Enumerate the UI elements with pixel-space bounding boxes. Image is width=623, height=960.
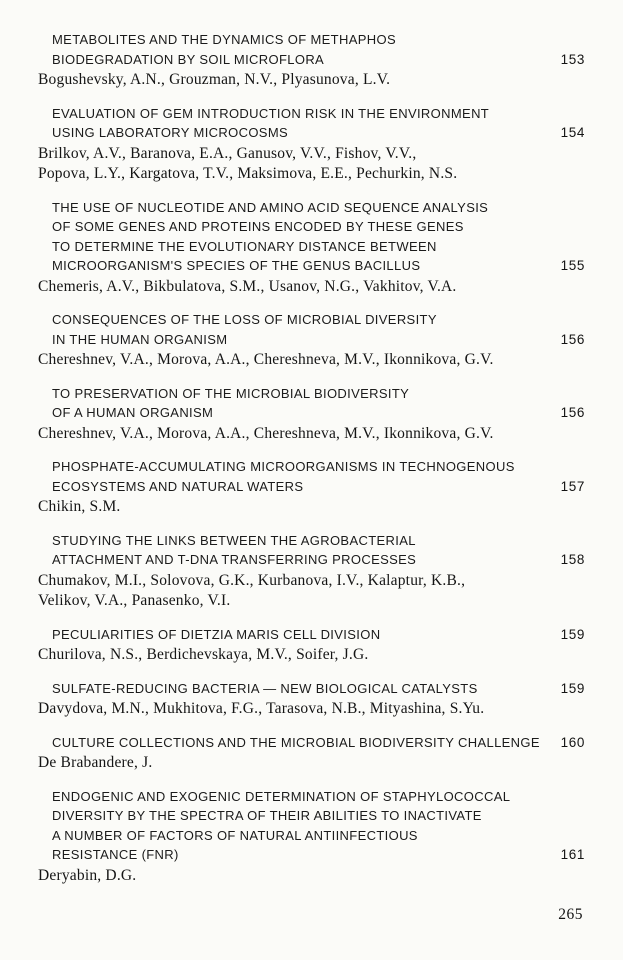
entry-author-line: Popova, L.Y., Kargatova, T.V., Maksimova, E.E., Pechurkin, N.S.: [38, 165, 458, 182]
entry-title-line: [38, 787, 585, 807]
entry-page-reference: 159: [560, 626, 585, 642]
toc-entry: [38, 104, 585, 185]
entry-title-text: EVALUATION OF GEM INTRODUCTION RISK IN THE ENVIRONMENT: [52, 105, 490, 121]
entry-title-text: THE USE OF NUCLEOTIDE AND AMINO ACID SEQUENCE ANALYSIS: [52, 199, 489, 215]
entry-authors: [38, 144, 585, 185]
entry-title-text: PHOSPHATE-ACCUMULATING MICROORGANISMS IN TECHNOGENOUS: [52, 459, 515, 474]
toc-entry: [38, 625, 585, 666]
entry-authors: [38, 497, 585, 518]
toc-entry: [38, 457, 585, 518]
entry-title-text: A NUMBER OF FACTORS OF NATURAL ANTIINFECTIOUS: [52, 827, 418, 843]
entry-title-line: [38, 679, 585, 699]
entry-title-line: [38, 826, 585, 846]
entry-title-line: [38, 625, 585, 645]
entry-title-line: [38, 198, 585, 218]
entry-title-text: USING LABORATORY MICROCOSMS: [52, 125, 289, 140]
entry-page-reference: 155: [560, 258, 585, 273]
entry-title-text: RESISTANCE (FNR): [52, 847, 179, 862]
entry-authors: [38, 571, 585, 612]
entry-title-text: ENDOGENIC AND EXOGENIC DETERMINATION OF STAPHYLOCOCCAL: [52, 788, 511, 804]
entry-title-text: BIODEGRADATION BY SOIL MICROFLORA: [52, 51, 325, 67]
entry-author-line: Chereshnev, V.A., Morova, A.A., Chereshneva, M.V., Ikonnikova, G.V.: [38, 424, 494, 442]
entry-author-line: De Brabandere, J.: [38, 754, 153, 771]
entry-title-line: [38, 550, 585, 570]
entry-page-reference: 159: [560, 680, 585, 696]
entry-page-reference: 160: [560, 734, 585, 750]
entry-page-reference: 156: [560, 405, 585, 420]
entry-title-text: OF SOME GENES AND PROTEINS ENCODED BY THESE GENES: [52, 219, 464, 234]
entry-authors: [38, 753, 585, 774]
entry-author-line: Chemeris, A.V., Bikbulatova, S.M., Usanov, N.G., Vakhitov, V.A.: [38, 277, 457, 295]
entry-authors: [38, 866, 585, 887]
entry-page-reference: 153: [560, 51, 585, 67]
toc-entry: [38, 787, 585, 887]
toc-entry: [38, 384, 585, 445]
entry-title-text: ECOSYSTEMS AND NATURAL WATERS: [52, 478, 304, 494]
entry-title-text: DIVERSITY BY THE SPECTRA OF THEIR ABILITIES TO INACTIVATE: [52, 808, 482, 823]
entry-title-text: STUDYING THE LINKS BETWEEN THE AGROBACTERIAL: [52, 532, 416, 548]
entry-title-text: OF A HUMAN ORGANISM: [52, 405, 214, 420]
entry-page-reference: 161: [560, 847, 585, 862]
toc-entry: [38, 310, 585, 371]
entry-authors: [38, 699, 585, 720]
entry-title-text: MICROORGANISM'S SPECIES OF THE GENUS BACILLUS: [52, 258, 421, 273]
entry-title-line: [38, 733, 585, 753]
entry-authors: [38, 70, 585, 91]
entry-author-line: Brilkov, A.V., Baranova, E.A., Ganusov, V.V., Fishov, V.V.,: [38, 144, 417, 162]
entry-title-line: [38, 237, 585, 257]
entry-title-line: [38, 217, 585, 237]
entry-title-text: SULFATE-REDUCING BACTERIA — NEW BIOLOGICAL CATALYSTS: [52, 680, 478, 696]
entry-title-line: [38, 310, 585, 330]
toc-entry: [38, 198, 585, 298]
entry-author-line: Davydova, M.N., Mukhitova, F.G., Tarasova, N.B., Mityashina, S.Yu.: [38, 700, 485, 717]
entry-title-text: METABOLITES AND THE DYNAMICS OF METHAPHOS: [52, 32, 396, 47]
toc-entry: [38, 679, 585, 720]
entry-title-line: [38, 403, 585, 423]
entry-authors: [38, 277, 585, 298]
entry-title-line: [38, 806, 585, 826]
entry-title-line: [38, 384, 585, 404]
toc-entry: [38, 733, 585, 774]
entry-author-line: Chikin, S.M.: [38, 498, 121, 515]
entry-title-text: TO PRESERVATION OF THE MICROBIAL BIODIVERSITY: [52, 385, 410, 401]
toc-entry: [38, 531, 585, 612]
entry-author-line: Velikov, V.A., Panasenko, V.I.: [38, 592, 231, 609]
page-number: 265: [558, 906, 583, 923]
entry-title-text: CULTURE COLLECTIONS AND THE MICROBIAL BIODIVERSITY CHALLENGE: [52, 734, 540, 750]
entry-title-line: [38, 30, 585, 50]
entry-title-text: CONSEQUENCES OF THE LOSS OF MICROBIAL DIVERSITY: [52, 312, 437, 327]
entry-page-reference: 154: [560, 125, 585, 140]
entry-title-line: [38, 123, 585, 143]
entry-title-line: [38, 50, 585, 70]
entry-page-reference: 158: [560, 552, 585, 567]
entry-author-line: Bogushevsky, A.N., Grouzman, N.V., Plyasunova, L.V.: [38, 71, 391, 88]
entry-title-line: [38, 104, 585, 124]
entry-title-line: [38, 256, 585, 276]
toc-entries-container: [38, 30, 585, 899]
entry-title-text: PECULIARITIES OF DIETZIA MARIS CELL DIVISION: [52, 626, 381, 642]
entry-author-line: Chumakov, M.I., Solovova, G.K., Kurbanova, I.V., Kalaptur, K.B.,: [38, 571, 466, 589]
entry-page-reference: 157: [560, 478, 585, 494]
toc-entry: [38, 30, 585, 91]
entry-author-line: Deryabin, D.G.: [38, 866, 137, 884]
entry-title-line: [38, 531, 585, 551]
entry-title-text: IN THE HUMAN ORGANISM: [52, 331, 228, 347]
entry-authors: [38, 350, 585, 371]
entry-author-line: Chereshnev, V.A., Morova, A.A., Chereshneva, M.V., Ikonnikova, G.V.: [38, 351, 494, 368]
entry-authors: [38, 424, 585, 445]
entry-authors: [38, 645, 585, 666]
entry-author-line: Churilova, N.S., Berdichevskaya, M.V., Soifer, J.G.: [38, 646, 369, 663]
entry-title-line: [38, 477, 585, 497]
entry-page-reference: 156: [560, 331, 585, 347]
entry-title-text: ATTACHMENT AND T-DNA TRANSFERRING PROCESSES: [52, 552, 417, 567]
entry-title-line: [38, 330, 585, 350]
entry-title-line: [38, 457, 585, 477]
entry-title-line: [38, 845, 585, 865]
entry-title-text: TO DETERMINE THE EVOLUTIONARY DISTANCE BETWEEN: [52, 238, 437, 254]
